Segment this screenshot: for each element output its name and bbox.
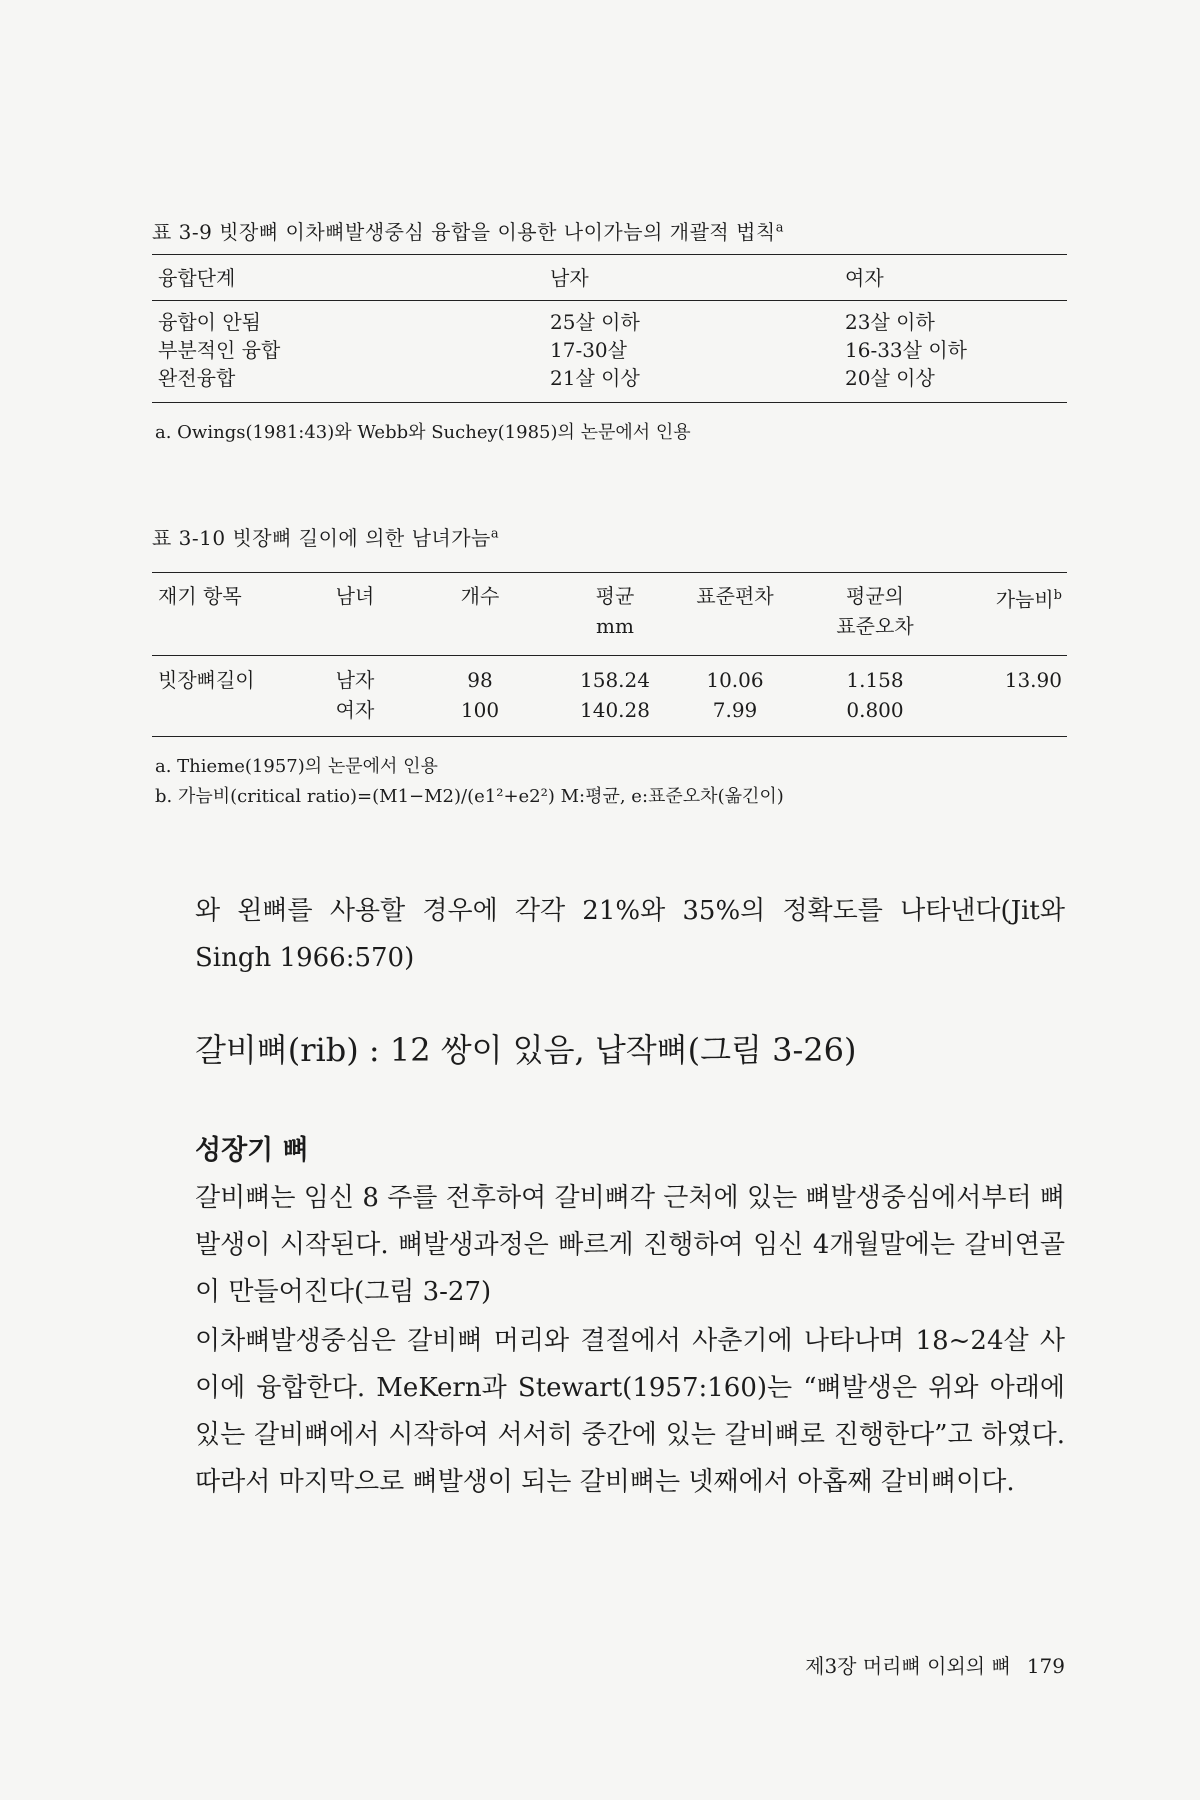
table2-row2-mean: 140.28 [580, 698, 650, 722]
table2-header-ratio [950, 582, 1062, 614]
table2-caption-text: 표 3-10 빗장뼈 길이에 의한 남녀가늠 [152, 526, 491, 550]
table1-header-rule [152, 300, 1067, 301]
table1-header-male: 남자 [550, 266, 589, 290]
table2-caption [152, 522, 499, 551]
table2-header-mean: 평균 [595, 584, 635, 608]
page-footer [805, 1650, 1065, 1679]
table2-row2-se: 0.800 [846, 698, 904, 722]
table2-row1-mean: 158.24 [580, 668, 650, 692]
table1-row3-female: 20살 이상 [845, 366, 935, 390]
table2-header-sd: 표준편차 [696, 584, 774, 608]
table2-row1-sex: 남자 [335, 668, 375, 692]
table2-top-rule [152, 572, 1067, 573]
table1-footnote: a. Owings(1981:43)와 Webb와 Suchey(1985)의 논문에서 인용 [155, 422, 691, 443]
table2-row1-se: 1.158 [846, 668, 904, 692]
section-heading-rib: 갈비뼈(rib) : 12 쌍이 있음, 납작뼈(그림 3-26) [195, 1031, 857, 1069]
table2-row1-count: 98 [467, 668, 493, 692]
table1-header-stage: 융합단계 [158, 266, 236, 290]
table2-header-mean-unit: mm [596, 614, 634, 638]
table2-row1-sd: 10.06 [706, 668, 764, 692]
table1-row3-male: 21살 이상 [550, 366, 640, 390]
table1-top-rule [152, 254, 1067, 255]
table2-item-label: 빗장뼈길이 [158, 668, 255, 692]
table2-footnote-a: a. Thieme(1957)의 논문에서 인용 [155, 756, 438, 777]
table2-header-se-line1: 평균의 [846, 584, 904, 608]
table2-header-rule [152, 655, 1067, 656]
page-number: 179 [1026, 1654, 1065, 1678]
table2-header-count: 개수 [460, 584, 500, 608]
table2-row1-ratio: 13.90 [1004, 668, 1062, 692]
table1-caption-text: 표 3-9 빗장뼈 이차뼈발생중심 융합을 이용한 나이가늠의 개괄적 법칙 [152, 220, 776, 244]
table2-header-sex: 남녀 [335, 584, 375, 608]
table1-bottom-rule [152, 402, 1067, 403]
footer-chapter-title: 제3장 머리뼈 이외의 뼈 [805, 1654, 1011, 1678]
table2-footnote-b: b. 가늠비(critical ratio)=(M1−M2)/(e1²+e2²) M:평균, e:표준오차(옮긴이) [155, 786, 784, 807]
table2-header-ratio-text: 가늠비 [995, 587, 1054, 612]
table1-caption-sup: a [775, 220, 784, 236]
table2-row2-sd: 7.99 [712, 698, 758, 722]
table2-row2-sex: 여자 [335, 698, 375, 722]
table2-header-item: 재기 항목 [158, 584, 242, 608]
table1-caption [152, 216, 784, 245]
table1-row1-male: 25살 이하 [550, 310, 640, 334]
table1-row1-female: 23살 이하 [845, 310, 935, 334]
table1-row2-female: 16-33살 이하 [845, 338, 967, 362]
table2-header-se-line2: 표준오차 [836, 614, 914, 638]
table1-row1-stage: 융합이 안됨 [158, 310, 261, 334]
table1-row3-stage: 완전융합 [158, 366, 236, 390]
paragraph-2: 갈비뼈는 임신 8 주를 전후하여 갈비뼈각 근처에 있는 뼈발생중심에서부터 뼈발생이 시작된다. 뼈발생과정은 빠르게 진행하여 임신 4개월말에는 갈비연골이 만들어진다(그림 3-27) [195, 1183, 1065, 1307]
table2-caption-sup: a [490, 526, 500, 542]
table2-header-ratio-sup: b [1053, 588, 1062, 603]
table2-row2-count: 100 [460, 698, 500, 722]
table1-header-female: 여자 [845, 266, 884, 290]
table1-row2-stage: 부분적인 융합 [158, 338, 281, 362]
subheading-growth: 성장기 뼈 [195, 1135, 309, 1166]
paragraph-3: 이차뼈발생중심은 갈비뼈 머리와 결절에서 사춘기에 나타나며 18~24살 사이에 융합한다. MeKern과 Stewart(1957:160)는 “뼈발생은 위와 아래에 있는 갈비뼈에서 시작하여 서서히 중간에 있는 갈비뼈로 진행한다”고 하였다. 따라서 마지막으로 뼈발생이 되는 갈비뼈는 넷째에서 아홉째 갈비뼈이다. [195, 1326, 1065, 1497]
table2-bottom-rule [152, 736, 1067, 737]
paragraph-1: 와 왼뼈를 사용할 경우에 각각 21%와 35%의 정확도를 나타낸다(Jit와 Singh 1966:570) [195, 896, 1065, 973]
table1-row2-male: 17-30살 [550, 338, 627, 362]
